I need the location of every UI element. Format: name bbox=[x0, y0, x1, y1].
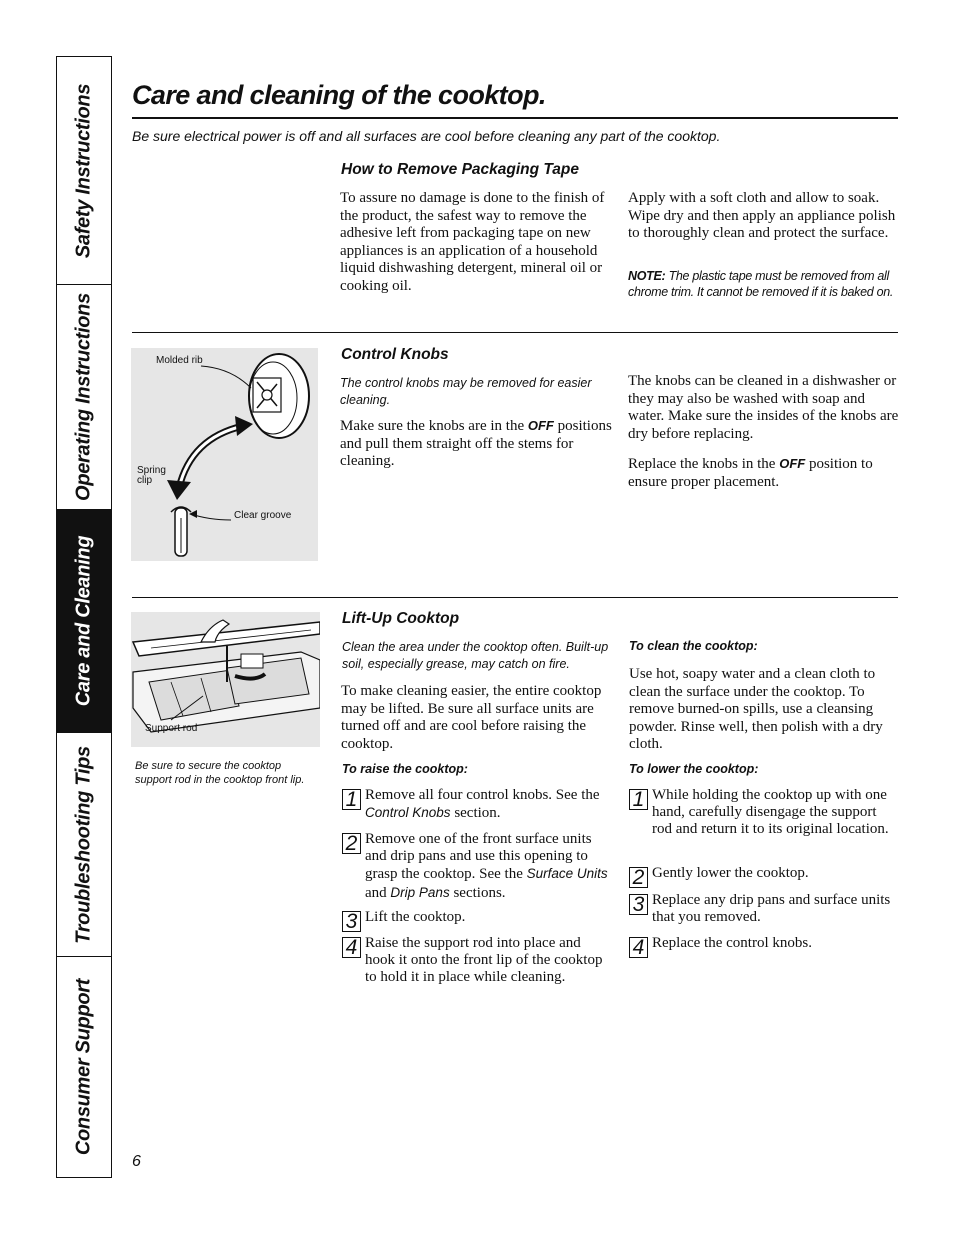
packaging-paragraph-1: To assure no damage is done to the finish of the product, the safest way to remove the adhesive left from packaging tape on new appliances is an application of a household liquid dishwashing detergent, mineral oil or cooking oil. bbox=[340, 190, 605, 294]
step-number: 4 bbox=[342, 937, 361, 958]
tab-care-and-cleaning[interactable]: Care and Cleaning bbox=[57, 510, 111, 733]
title-rule bbox=[132, 117, 898, 119]
lift-up-heading: Lift-Up Cooktop bbox=[342, 610, 460, 627]
step-number: 2 bbox=[342, 833, 361, 854]
cross-reference: Control Knobs bbox=[365, 805, 451, 821]
cross-reference: Surface Units bbox=[526, 866, 608, 882]
tab-safety-instructions[interactable]: Safety Instructions bbox=[57, 57, 111, 285]
label-spring-clip-1: Spring bbox=[137, 465, 166, 476]
packaging-paragraph-2: Apply with a soft cloth and allow to soak. Wipe dry and then apply an appliance polish to thoroughly clean and protect the surface. bbox=[628, 190, 896, 242]
control-knobs-heading: Control Knobs bbox=[341, 346, 449, 363]
step-text: Raise the support rod into place and hook it onto the front lip of the cooktop to hold it in place while cleaning. bbox=[365, 935, 603, 986]
section-tab-strip bbox=[56, 56, 112, 1178]
control-knobs-paragraph-2: The knobs can be cleaned in a dishwasher or they may also be washed with soap and water. Make sure the insides of the knobs are dry before replacing. bbox=[628, 373, 899, 442]
control-knobs-intro: The control knobs may be removed for easier cleaning. bbox=[340, 376, 592, 407]
step-number: 2 bbox=[629, 867, 648, 888]
clean-cooktop-heading: To clean the cooktop: bbox=[629, 639, 758, 653]
label-clear-groove: Clear groove bbox=[234, 510, 292, 521]
knob-drawing bbox=[131, 348, 318, 561]
step-number: 3 bbox=[342, 911, 361, 932]
step-text: Replace any drip pans and surface units that you removed. bbox=[652, 892, 891, 926]
lift-up-figure-caption: Be sure to secure the cooktop support rod in the cooktop front lip. bbox=[135, 760, 305, 786]
raise-cooktop-heading: To raise the cooktop: bbox=[342, 762, 468, 776]
step-number: 3 bbox=[629, 894, 648, 915]
step-text: Remove one of the front surface units and drip pans and use this opening to grasp the cooktop. See the Surface Units and Drip Pans sections. bbox=[365, 831, 608, 901]
step-text: Gently lower the cooktop. bbox=[652, 865, 809, 881]
page-title: Care and cleaning of the cooktop. bbox=[132, 80, 546, 110]
tab-consumer-support[interactable]: Consumer Support bbox=[72, 978, 95, 1156]
tab-troubleshooting-tips[interactable]: Troubleshooting Tips bbox=[57, 733, 111, 957]
packaging-heading: How to Remove Packaging Tape bbox=[341, 161, 580, 178]
clean-cooktop-text: Use hot, soapy water and a clean cloth to clean the surface under the cooktop. To remove burned-on spills, use a cleansing powder. Rinse well, then polish with a dry cloth. bbox=[629, 666, 883, 753]
tab-operating-instructions[interactable]: Operating Instructions bbox=[57, 285, 111, 510]
section-divider bbox=[132, 332, 898, 333]
step-text: Lift the cooktop. bbox=[365, 909, 466, 925]
lift-up-intro: Clean the area under the cooktop often. Built-up soil, especially grease, may catch on fire. bbox=[342, 640, 609, 671]
label-molded-rib: Molded rib bbox=[156, 355, 203, 366]
lift-up-paragraph-1: To make cleaning easier, the entire cooktop may be lifted. Be sure all surface units are turned off and are cool before raising the cooktop. bbox=[341, 683, 602, 752]
section-divider bbox=[132, 597, 898, 598]
page-subtitle: Be sure electrical power is off and all surfaces are cool before cleaning any part of the cooktop. bbox=[132, 128, 721, 144]
step-text: Replace the control knobs. bbox=[652, 935, 812, 951]
note-label: NOTE: bbox=[628, 269, 666, 283]
step-number: 1 bbox=[629, 789, 648, 810]
step-text: While holding the cooktop up with one hand, carefully disengage the support rod and return it to its original location. bbox=[652, 787, 889, 838]
packaging-note bbox=[628, 268, 900, 300]
step-number: 1 bbox=[342, 789, 361, 810]
step-number: 4 bbox=[629, 937, 648, 958]
lift-up-cooktop-illustration bbox=[131, 612, 320, 747]
cross-reference: Drip Pans bbox=[390, 884, 450, 900]
page-number: 6 bbox=[132, 1153, 141, 1170]
label-support-rod: Support rod bbox=[145, 723, 198, 734]
lower-cooktop-heading: To lower the cooktop: bbox=[629, 762, 759, 776]
off-keyword: OFF bbox=[527, 418, 554, 433]
control-knobs-paragraph-3: Replace the knobs in the OFF position to ensure proper placement. bbox=[628, 456, 873, 490]
control-knobs-paragraph-1: Make sure the knobs are in the OFF positions and pull them straight off the stems for cleaning. bbox=[340, 418, 612, 470]
label-spring-clip-2: clip bbox=[137, 475, 153, 486]
note-text: The plastic tape must be removed from all chrome trim. It cannot be removed if it is baked on. bbox=[628, 269, 894, 299]
step-text: Remove all four control knobs. See the Control Knobs section. bbox=[365, 787, 600, 822]
off-keyword: OFF bbox=[779, 456, 806, 471]
control-knob-illustration bbox=[131, 348, 318, 561]
